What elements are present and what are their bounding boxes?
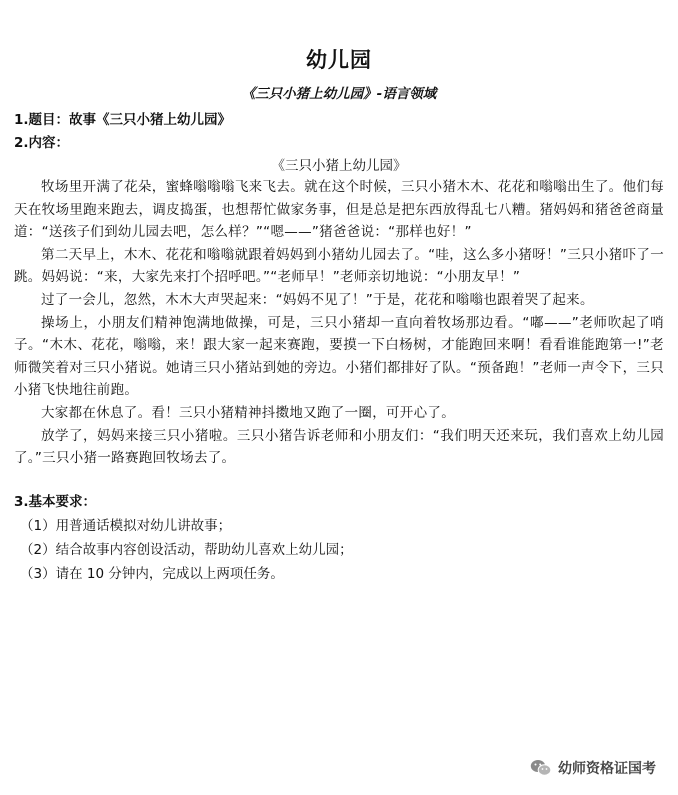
watermark-account: 幼师资格证国考 (558, 761, 656, 777)
story-paragraph: 过了一会儿，忽然，木木大声哭起来：“妈妈不见了！”于是，花花和嗡嗡也跟着哭了起来。 (41, 291, 594, 308)
page-subtitle: 《三只小猪上幼儿园》-语言领域 (241, 86, 437, 102)
story-paragraph: 牧场里开满了花朵，蜜蜂嗡嗡嗡飞来飞去。就在这个时候，三只小猪木木、花花和嗡嗡出生了。他们每天在牧场里跑来跑去，调皮捣蛋，也想帮忙做家务事，但是总是把东西放得乱七八糟。猪妈妈和猪爸爸商量道：“送孩子们到幼儿园去吧，怎么样？”“嗯——”猪爸爸说：“那样也好！” (14, 179, 664, 241)
wechat-icon (530, 759, 552, 777)
story-paragraph: 大家都在休息了。看！三只小猪精神抖擞地又跑了一圈，可开心了。 (41, 404, 455, 421)
topic-heading: 1.题目：故事《三只小猪上幼儿园》 (14, 112, 232, 128)
requirement-item: （1）用普通话模拟对幼儿讲故事； (20, 518, 232, 534)
content-heading: 2.内容： (14, 135, 70, 151)
watermark (530, 757, 656, 779)
story-paragraph: 第二天早上，木木、花花和嗡嗡就跟着妈妈到小猪幼儿园去了。“哇，这么多小猪呀！”三只小猪吓了一跳。妈妈说：“来，大家先来打个招呼吧。”“老师早！”老师亲切地说：“小朋友早！” (14, 246, 664, 286)
requirements-heading: 3.基本要求： (14, 494, 97, 510)
story-title: 《三只小猪上幼儿园》 (271, 158, 407, 174)
page-title: 幼儿园 (306, 48, 372, 72)
story-paragraph: 操场上，小朋友们精神饱满地做操，可是，三只小猪却一直向着牧场那边看。“嘟——”老师吹起了哨子。“木木、花花，嗡嗡，来！跟大家一起来赛跑，要摸一下白杨树，才能跑回来啊！看看谁能跑第一!”老师微笑着对三只小猪说。她请三只小猪站到她的旁边。小猪们都排好了队。“预备跑！”老师一声令下，三只小猪飞快地往前跑。 (14, 314, 664, 399)
requirement-item: （2）结合故事内容创设活动，帮助幼儿喜欢上幼儿园； (20, 542, 353, 558)
requirement-item: （3）请在 10 分钟内，完成以上两项任务。 (20, 566, 284, 582)
story-body (14, 176, 664, 470)
story-paragraph: 放学了，妈妈来接三只小猪啦。三只小猪告诉老师和小朋友们：“我们明天还来玩，我们喜欢上幼儿园了。”三只小猪一路赛跑回牧场去了。 (14, 427, 664, 467)
